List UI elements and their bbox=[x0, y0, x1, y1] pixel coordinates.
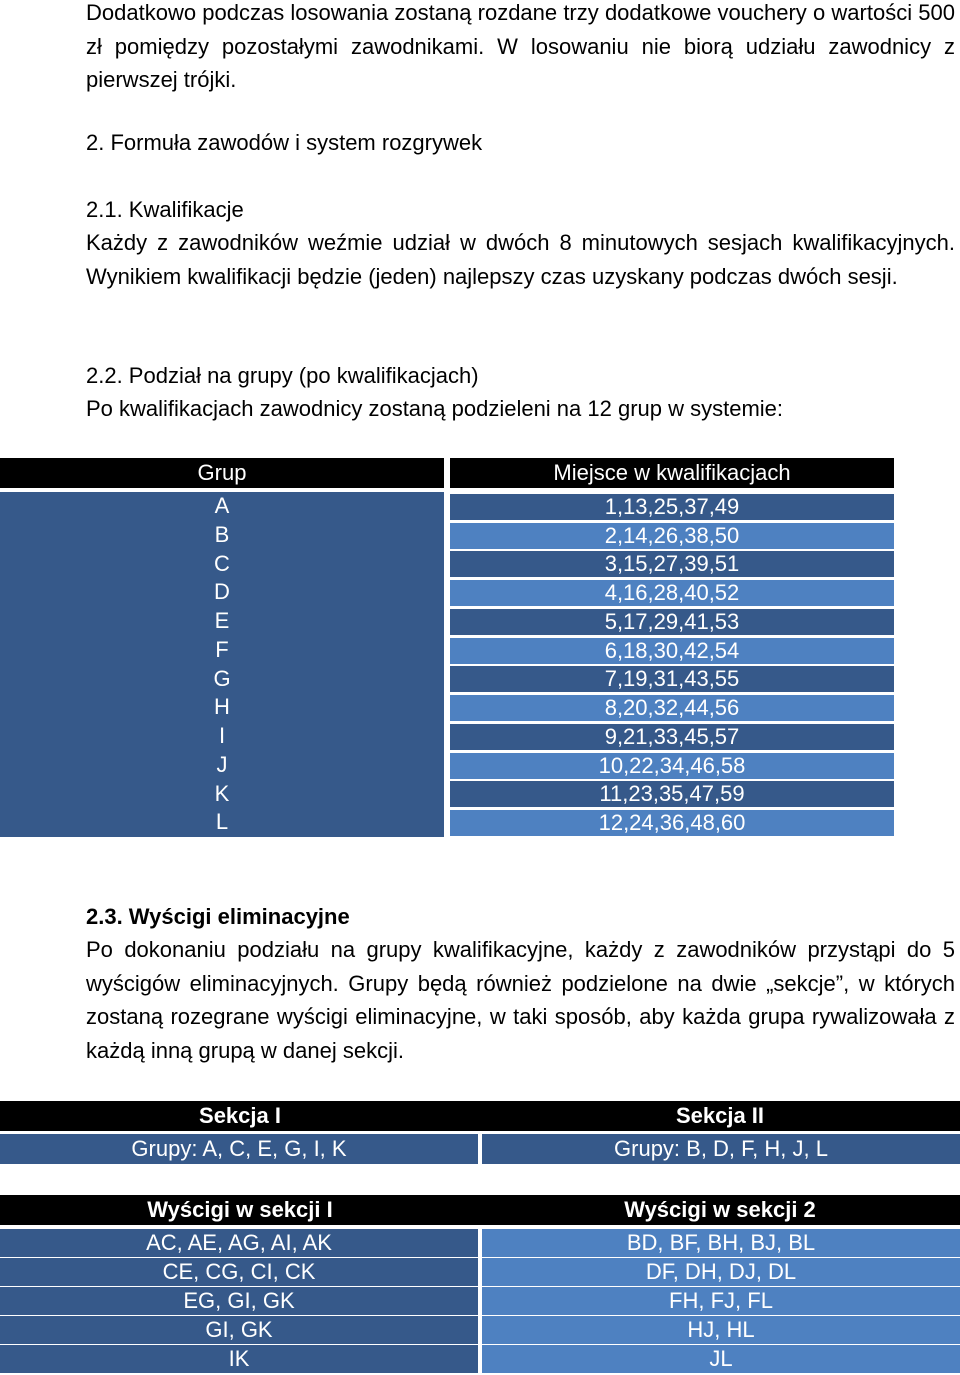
group-cell: B bbox=[214, 521, 230, 547]
section-2-2-paragraph: Po kwalifikacjach zawodnicy zostaną podzieleni na 12 grup w systemie: bbox=[86, 396, 784, 421]
places-cell: 3,15,27,39,51 bbox=[450, 551, 894, 577]
group-cell: F bbox=[215, 636, 229, 662]
group-cell: H bbox=[214, 694, 230, 720]
places-cell: 5,17,29,41,53 bbox=[450, 609, 894, 635]
group-cell: G bbox=[213, 665, 231, 691]
races-section-1-header: Wyścigi w sekcji I bbox=[0, 1195, 480, 1225]
group-cell: A bbox=[214, 493, 230, 518]
section-2-groups: Grupy: B, D, F, H, J, L bbox=[482, 1134, 960, 1164]
places-cell: 2,14,26,38,50 bbox=[450, 523, 894, 549]
group-cell: C bbox=[214, 550, 230, 576]
group-cell: I bbox=[218, 723, 226, 748]
places-cell: 4,16,28,40,52 bbox=[450, 580, 894, 606]
places-cell: 6,18,30,42,54 bbox=[450, 638, 894, 664]
races-section-1-cell: CE, CG, CI, CK bbox=[0, 1258, 478, 1286]
races-section-2-cell: HJ, HL bbox=[482, 1316, 960, 1344]
group-cell: K bbox=[214, 780, 230, 806]
races-section-1-cell: IK bbox=[0, 1345, 478, 1373]
intro-paragraph: Dodatkowo podczas losowania zostaną rozdane trzy dodatkowe vouchery o wartości 500 zł pomiędzy pozostałymi zawodnikami. W losowaniu nie biorą udziału zawodnicy z pierwszej trójki. bbox=[86, 0, 955, 92]
places-cell: 7,19,31,43,55 bbox=[450, 666, 894, 692]
section-2-heading: 2. Formuła zawodów i system rozgrywek bbox=[86, 130, 483, 155]
races-section-2-header: Wyścigi w sekcji 2 bbox=[480, 1195, 960, 1225]
races-section-1-cell: EG, GI, GK bbox=[0, 1287, 478, 1315]
places-cell: 12,24,36,48,60 bbox=[450, 810, 894, 836]
group-cell: L bbox=[215, 809, 229, 835]
group-column bbox=[0, 492, 444, 837]
races-section-2-cell: JL bbox=[482, 1345, 960, 1373]
places-cell: 10,22,34,46,58 bbox=[450, 753, 894, 779]
places-cell: 8,20,32,44,56 bbox=[450, 695, 894, 721]
section-2-1-paragraph: Każdy z zawodników weźmie udział w dwóch 8 minutowych sesjach kwalifikacyjnych. Wynikiem kwalifikacji będzie (jeden) najlepszy czas uzyskany podczas dwóch sesji. bbox=[86, 230, 955, 289]
group-cell: J bbox=[216, 751, 228, 777]
section-2-3-heading: 2.3. Wyścigi eliminacyjne bbox=[86, 904, 350, 929]
section-2-2-heading: 2.2. Podział na grupy (po kwalifikacjach) bbox=[86, 363, 479, 388]
section-2-1-heading: 2.1. Kwalifikacje bbox=[86, 197, 244, 222]
section-2-header: Sekcja II bbox=[480, 1101, 960, 1131]
races-section-1-cell: GI, GK bbox=[0, 1316, 478, 1344]
places-cell: 1,13,25,37,49 bbox=[450, 494, 894, 520]
group-table-header-places: Miejsce w kwalifikacjach bbox=[450, 458, 894, 488]
races-section-2-cell: BD, BF, BH, BJ, BL bbox=[482, 1229, 960, 1257]
section-2-3-paragraph: Po dokonaniu podziału na grupy kwalifikacyjne, każdy z zawodników przystąpi do 5 wyścigów eliminacyjnych. Grupy będą również podzielone na dwie „sekcje”, w których zostaną rozegrane wyścigi eliminacyjne, w taki sposób, aby każda grupa rywalizowała z każdą inną grupą w danej sekcji. bbox=[86, 937, 955, 1063]
group-cell: D bbox=[214, 579, 230, 605]
section-1-header: Sekcja I bbox=[0, 1101, 480, 1131]
places-cell: 9,21,33,45,57 bbox=[450, 724, 894, 750]
places-cell: 11,23,35,47,59 bbox=[450, 781, 894, 807]
section-1-groups: Grupy: A, C, E, G, I, K bbox=[0, 1134, 478, 1164]
group-table-header-group: Grup bbox=[0, 458, 444, 488]
group-cell: E bbox=[214, 608, 230, 633]
races-section-1-cell: AC, AE, AG, AI, AK bbox=[0, 1229, 478, 1257]
races-section-2-cell: FH, FJ, FL bbox=[482, 1287, 960, 1315]
races-section-2-cell: DF, DH, DJ, DL bbox=[482, 1258, 960, 1286]
